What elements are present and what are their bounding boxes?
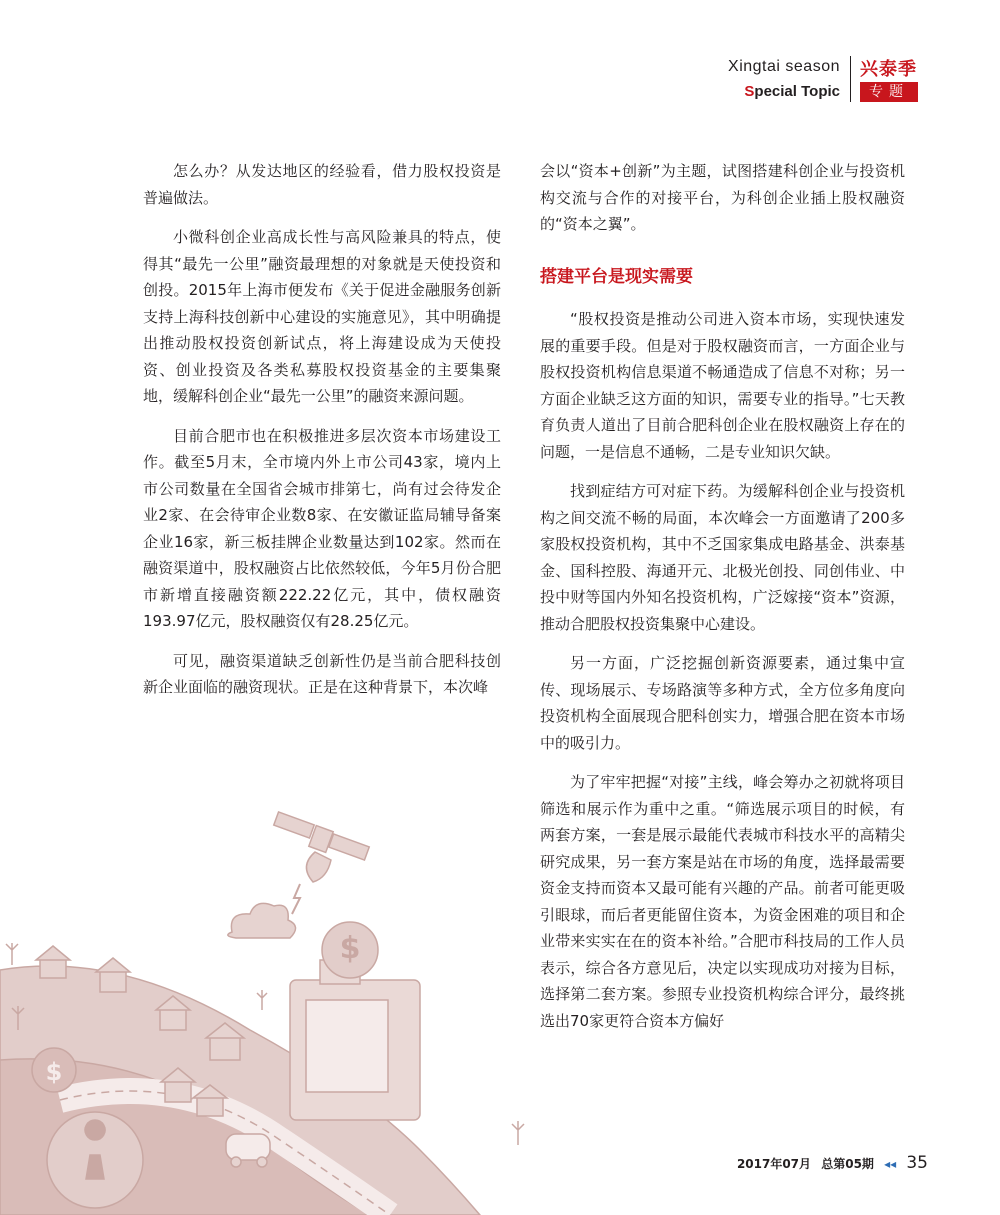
magazine-title-cn: 兴泰季 [860,59,917,80]
section-label-initial: S [744,83,755,100]
section-tag-cn: 专题 [860,82,918,102]
page-number: 35 [906,1153,928,1173]
paragraph: 可见，融资渠道缺乏创新性仍是当前合肥科技创新企业面临的融资现状。正是在这种背景下，本次峰 [143,651,501,696]
magazine-title-en: Xingtai season [728,58,840,75]
section-label-en [744,83,840,100]
paragraph: 为了牢牢把握“对接”主线，峰会筹办之初就将项目筛选和展示作为重中之重。“筛选展示项目的时候，有两套方案，一套是展示最能代表城市科技水平的高精尖研究成果，另一套方案是站在市场的角度，选择最需要资金支持而资本又最可能有兴趣的产品。前者可能更吸引眼球，而后者更能留住资本，为资金困难的项目和企业带来实实在在的资本补给。”合肥市科技局的工作人员表示，综合各方意见后，决定以实现成功对接为目标，选择第二套方案。参照专业投资机构综合评分，最终挑选出70家更符合资本方偏好 [540,773,905,1030]
issue-date: 2017年07月 [736,1157,812,1171]
tree-icon [512,1121,524,1145]
paragraph: 另一方面，广泛挖掘创新资源要素，通过集中宣传、现场展示、专场路演等多种方式，全方位多角度向投资机构全面展现合肥科创实力，增强合肥在资本市场中的吸引力。 [540,654,905,752]
right-column [540,158,905,1047]
house-icon [96,958,130,992]
signal-icon [292,884,300,914]
paragraph-continuation: 会以“资本+创新”为主题，试图搭建科创企业与投资机构交流与合作的对接平台，为科创企业插上股权融资的“资本之翼”。 [540,162,905,233]
double-arrow-icon: ◂◂ [884,1157,897,1171]
paragraph: 小微科创企业高成长性与高风险兼具的特点，使得其“最先一公里”融资最理想的对象就是天使投资和创投。2015年上海市便发布《关于促进金融服务创新支持上海科技创新中心建设的实施意见》，其中明确提出推动股权投资创新试点，将上海建设成为天使投资、创业投资及各类私募股权投资基金的主要集聚地，缓解科创企业“最先一公里”的融资来源问题。 [143,228,501,405]
left-column [143,158,501,714]
cloud-icon [228,903,296,938]
paragraph: 目前合肥市也在积极推进多层次资本市场建设工作。截至5月末，全市境内外上市公司43家，境内上市公司数量在全国省会城市排第七，尚有过会待发企业2家、在会待审企业数8家、在安徽证监局辅导备案企业16家，新三板挂牌企业数量达到102家。然而在融资渠道中，股权融资占比依然较低，今年5月份合肥市新增直接融资额222.22亿元，其中，债权融资193.97亿元，股权融资仅有28.25亿元。 [143,426,501,630]
page-footer [731,1153,928,1173]
section-heading: 搭建平台是现实需要 [540,266,693,287]
paragraph: 找到症结方可对症下药。为缓解科创企业与投资机构之间交流不畅的局面，本次峰会一方面邀请了200多家股权投资机构，其中不乏国家集成电路基金、洪泰基金、国科控股、海通开元、北极光创投、同创伟业、中投中财等国内外知名投资机构，广泛嫁接“资本”资源，推动合肥股权投资集聚中心建设。 [540,482,905,633]
header-divider [850,56,851,102]
city-illustration [0,800,530,1215]
dollar-sign-icon: $ [339,931,361,966]
coin-dollar-sign: $ [45,1058,63,1086]
issue-number: 总第05期 [821,1157,874,1171]
section-label-rest: pecial Topic [754,83,840,100]
paragraph: 怎么办？从发达地区的经验看，借力股权投资是普遍做法。 [143,162,501,207]
paragraph: “股权投资是推动公司进入资本市场，实现快速发展的重要手段。但是对于股权融资而言，一方面企业与股权投资机构信息渠道不畅通造成了信息不对称；另一方面企业缺乏这方面的知识，需要专业的指导。”七天教育负责人道出了目前合肥科创企业在股权融资上存在的问题，一是信息不通畅，二是专业知识欠缺。 [540,310,905,461]
tree-icon [6,943,18,965]
house-icon [36,946,70,978]
tree-icon [257,990,267,1010]
satellite-icon [274,812,369,882]
